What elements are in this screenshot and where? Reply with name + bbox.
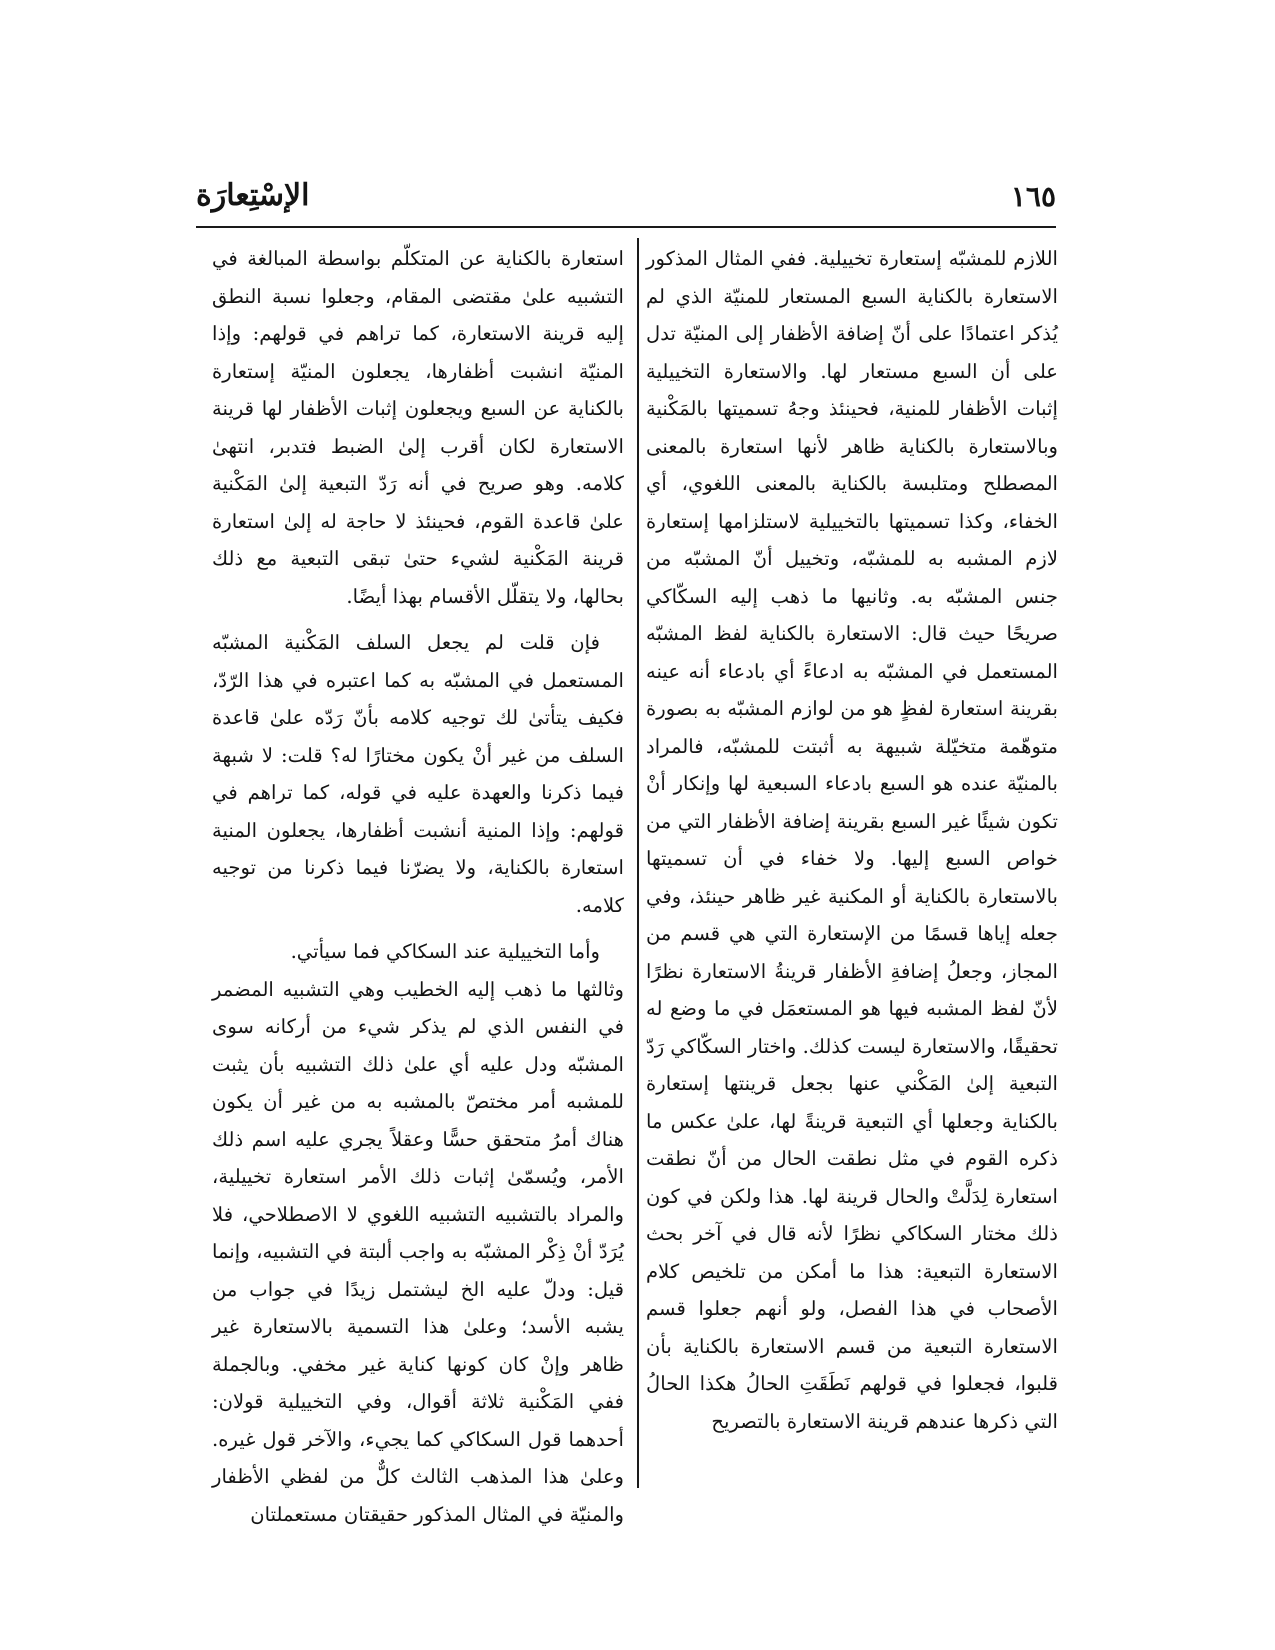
page-number: ١٦٥ [1010, 180, 1056, 213]
left-column [212, 240, 624, 1526]
right-column [646, 240, 1058, 1490]
left-column-paragraph-1: استعارة بالكناية عن المتكلّم بواسطة المبالغة في التشبيه علىٰ مقتضى المقام، وجعلوا نسبة النطق إليه قرينة الاستعارة، كما تراهم في قولهم: وإذا المنيّة انشبت أظفارها، يجعلون المنيّة إستعارة بالكناية عن السبع ويجعلون إثبات الأظفار لها قرينة الاستعارة لكان أقرب إلىٰ الضبط فتدبر، انتهىٰ كلامه. وهو صريح في أنه رَدّ التبعية إلىٰ المَكْنية علىٰ قاعدة القوم، فحينئذ لا حاجة له إلىٰ استعارة قرينة المَكْنية لشيء حتىٰ تبقى التبعية مع ذلك بحالها، ولا يتقلّل الأقسام بهذا أيضًا. [212, 247, 624, 608]
left-column-paragraph-4: وثالثها ما ذهب إليه الخطيب وهي التشبيه المضمر في النفس الذي لم يذكر شيء من أركانه سوى المشبّه ودل عليه أي علىٰ ذلك التشبيه بأن يثبت للمشبه أمر مختصّ بالمشبه به من غير أن يكون هناك أمرُ متحقق حسًّا وعقلاً يجري عليه اسم ذلك الأمر، ويُسمّىٰ إثبات ذلك الأمر استعارة تخييلية، والمراد بالتشبيه التشبيه اللغوي لا الاصطلاحي، فلا يُرَدّ أنْ ذِكْر المشبّه به واجب ألبتة في التشبيه، وإنما قيل: ودلّ عليه الخ ليشتمل زيدًا في جواب من يشبه الأسد؛ وعلىٰ هذا التسمية بالاستعارة غير ظاهر وإنْ كان كونها كناية غير مخفي. وبالجملة ففي المَكْنية ثلاثة أقوال، وفي التخييلية قولان: أحدهما قول السكاكي كما يجيء، والآخر قول غيره. وعلىٰ هذا المذهب الثالث كلٌّ من لفظي الأظفار والمنيّة في المثال المذكور حقيقتان مستعملتان [212, 977, 624, 1526]
running-title: الإسْتِعارَة [196, 178, 310, 213]
left-column-paragraph-3: وأما التخييلية عند السكاكي فما سيأتي. [290, 940, 600, 963]
header-rule [196, 226, 1056, 228]
page-header [196, 178, 1056, 228]
left-column-paragraph-2: فإن قلت لم يجعل السلف المَكْنية المشبّه المستعمل في المشبّه به كما اعتبره في هذا الرّدّ، فكيف يتأتىٰ لك توجيه كلامه بأنّ رَدّه علىٰ قاعدة السلف من غير أنْ يكون مختارًا له؟ قلت: لا شبهة فيما ذكرنا والعهدة عليه في قوله، كما تراهم في قولهم: وإذا المنية أنشبت أظفارها، يجعلون المنية استعارة بالكناية، ولا يضرّنا فيما ذكرنا من توجيه كلامه. [212, 631, 624, 917]
right-column-paragraph: اللازم للمشبّه إستعارة تخييلية. ففي المثال المذكور الاستعارة بالكناية السبع المستعار للمنيّة الذي لم يُذكر اعتمادًا على أنّ إضافة الأظفار إلى المنيّة تدل على أن السبع مستعار لها. والاستعارة التخييلية إثبات الأظفار للمنية، فحينئذ وجهُ تسميتها بالمَكْنية وبالاستعارة بالكناية ظاهر لأنها استعارة بالمعنى المصطلح ومتلبسة بالكناية بالمعنى اللغوي، أي الخفاء، وكذا تسميتها بالتخييلية لاستلزامها إستعارة لازم المشبه به للمشبّه، وتخييل أنّ المشبّه من جنس المشبّه به. وثانيها ما ذهب إليه السكّاكي صريحًا حيث قال: الاستعارة بالكناية لفظ المشبّه المستعمل في المشبّه به ادعاءً أي بادعاء أنه عينه بقرينة استعارة لفظٍ هو من لوازم المشبّه به بصورة متوهّمة متخيّلة شبيهة به أثبتت للمشبّه، فالمراد بالمنيّة عنده هو السبع بادعاء السبعية لها وإنكار أنْ تكون شيئًا غير السبع بقرينة إضافة الأظفار التي من خواص السبع إليها. ولا خفاء في أن تسميتها بالاستعارة بالكناية أو المكنية غير ظاهر حينئذ، وفي جعله إياها قسمًا من الإستعارة التي هي قسم من المجاز، وجعلُ إضافةِ الأظفار قرينةُ الاستعارة نظرًا لأنّ لفظ المشبه فيها هو المستعمَل في ما وضع له تحقيقًا، والاستعارة ليست كذلك. واختار السكّاكي رَدّ التبعية إلىٰ المَكْني عنها بجعل قرينتها إستعارة بالكناية وجعلها أي التبعية قرينةً لها، علىٰ عكس ما ذكره القوم في مثل نطقت الحال من أنّ نطقت استعارة لِدَلَّتْ والحال قرينة لها. هذا ولكن في كون ذلك مختار السكاكي نظرًا لأنه قال في آخر بحث الاستعارة التبعية: هذا ما أمكن من تلخيص كلام الأصحاب في هذا الفصل، ولو أنهم جعلوا قسم الاستعارة التبعية من قسم الاستعارة بالكناية بأن قلبوا، فجعلوا في قولهم نَطَقَتِ الحالُ هكذا الحالُ التي ذكرها عندهم قرينة الاستعارة بالتصريح [646, 247, 1058, 1433]
column-divider [637, 238, 639, 1488]
